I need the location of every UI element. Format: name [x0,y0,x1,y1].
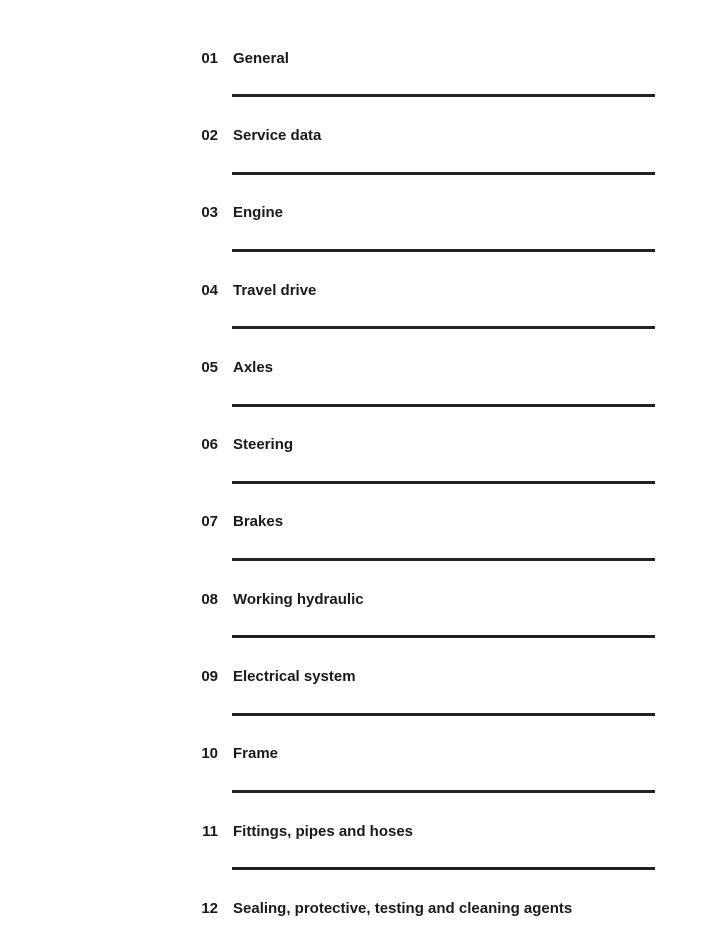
section-title[interactable]: Working hydraulic [233,591,364,608]
section-number: 01 [201,50,218,67]
section-divider [232,481,655,484]
section-divider [232,326,655,329]
section-title[interactable]: Frame [233,745,279,762]
section-divider [232,867,655,870]
toc-entry-fittings-pipes-hoses[interactable] [0,822,716,846]
section-number: 05 [201,359,218,376]
toc-entry-travel-drive[interactable] [0,281,716,305]
section-number: 03 [201,204,218,221]
section-divider [232,249,655,252]
section-number: 10 [201,745,218,762]
toc-entry-service-data[interactable] [0,126,716,150]
toc-entry-frame[interactable] [0,744,716,768]
toc-entry-electrical-system[interactable] [0,667,716,691]
section-divider [232,790,655,793]
section-title[interactable]: Electrical system [233,668,356,685]
section-number: 12 [201,900,218,917]
section-divider [232,713,655,716]
section-number: 02 [201,127,218,144]
section-number: 06 [201,436,218,453]
toc-entry-engine[interactable] [0,203,716,227]
section-title[interactable]: Fittings, pipes and hoses [233,823,414,840]
section-title[interactable]: Service data [233,127,322,144]
toc-entry-sealing-agents[interactable] [0,899,716,923]
toc-entry-steering[interactable] [0,435,716,459]
section-divider [232,404,655,407]
toc-entry-brakes[interactable] [0,512,716,536]
section-number: 04 [201,282,218,299]
section-title[interactable]: Travel drive [233,282,317,299]
section-title[interactable]: Axles [233,359,274,376]
section-divider [232,172,655,175]
section-divider [232,635,655,638]
section-title[interactable]: Steering [233,436,294,453]
toc-entry-axles[interactable] [0,358,716,382]
section-number: 11 [202,823,218,840]
section-title[interactable]: Engine [233,204,284,221]
section-title[interactable]: Brakes [233,513,284,530]
toc-entry-general[interactable] [0,49,716,73]
section-divider [232,94,655,97]
section-divider [232,558,655,561]
section-title[interactable]: General [233,50,289,67]
section-number: 09 [201,668,218,685]
section-number: 08 [201,591,218,608]
section-number: 07 [201,513,218,530]
section-title[interactable]: Sealing, protective, testing and cleaning agents [233,900,573,917]
toc-entry-working-hydraulic[interactable] [0,590,716,614]
